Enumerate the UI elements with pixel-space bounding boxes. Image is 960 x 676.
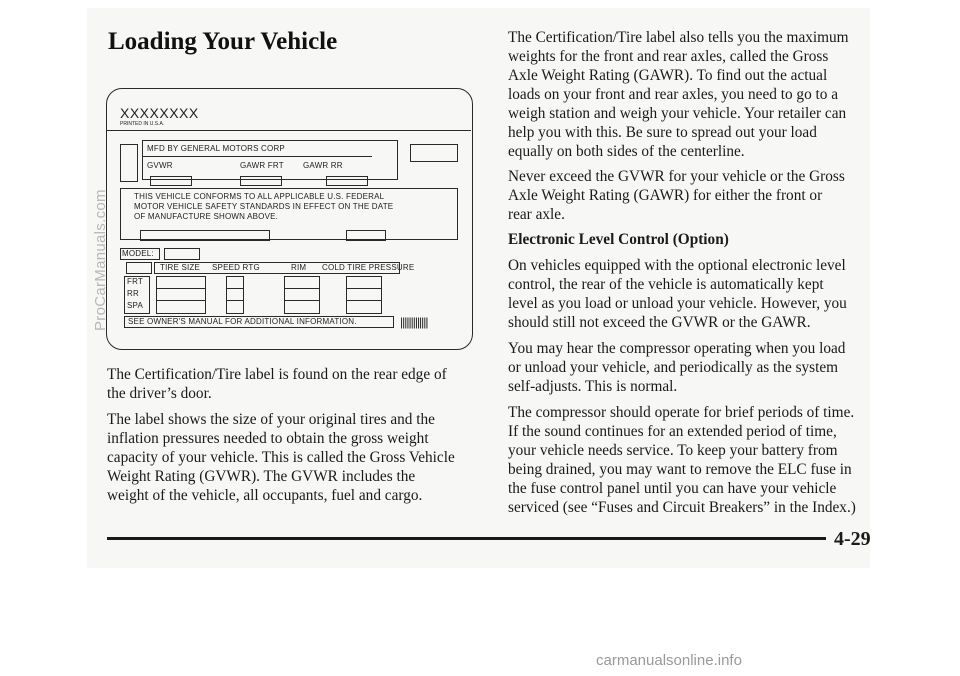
right-p5-line: serviced (see “Fuses and Circuit Breakers” in the Index.): [508, 499, 856, 516]
section-heading: Electronic Level Control (Option): [508, 231, 729, 248]
label-gawr-frt-field: [240, 176, 282, 186]
right-p5-line: If the sound continues for an extended period of time,: [508, 423, 837, 440]
label-divider: [106, 130, 471, 131]
label-frt: FRT: [127, 277, 144, 286]
label-mfd-text: MFD BY GENERAL MOTORS CORP: [147, 144, 285, 153]
right-p1-line: weigh station and weigh your vehicle. Your retailer can: [508, 105, 847, 122]
left-p2-line: weight of the vehicle, all occupants, fuel and cargo.: [107, 487, 423, 504]
label-tire-size-grid: [156, 276, 206, 314]
label-speed-rtg: SPEED RTG: [212, 263, 260, 272]
right-p1-line: Axle Weight Rating (GAWR). To find out the actual: [508, 67, 828, 84]
right-p3-line: control, the rear of the vehicle is automatically kept: [508, 276, 824, 293]
label-pressure-grid: [346, 276, 382, 314]
right-p5-line: The compressor should operate for brief periods of time.: [508, 404, 855, 421]
label-grid-rule: [226, 288, 244, 289]
right-p3-line: should still not exceed the GVWR or the GAWR.: [508, 314, 811, 331]
page-title: Loading Your Vehicle: [108, 28, 338, 55]
right-p3-line: level as you load or unload your vehicle. However, you: [508, 295, 847, 312]
label-model: MODEL:: [122, 249, 154, 258]
label-grid-rule: [284, 288, 320, 289]
watermark-text: ProCarManuals.com: [92, 189, 109, 331]
label-see-owner: SEE OWNER'S MANUAL FOR ADDITIONAL INFORMATION.: [128, 317, 357, 326]
left-p2-line: Weight Rating (GVWR). The GVWR includes the: [107, 468, 416, 485]
right-p5-line: being drained, you may want to remove the ELC fuse in: [508, 461, 852, 478]
left-p2-line: capacity of your vehicle. This is called the Gross Vehicle: [107, 449, 455, 466]
label-date-field: [140, 230, 270, 241]
left-p1-line: The Certification/Tire label is found on the rear edge of: [107, 366, 447, 383]
right-p1-line: weights for the front and rear axles, called the Gross: [508, 48, 829, 65]
right-p1-line: loads on your front and rear axles, you need to go to a: [508, 86, 839, 103]
right-p5-line: your vehicle needs service. To keep your battery from: [508, 442, 838, 459]
label-tire-size: TIRE SIZE: [160, 263, 201, 272]
label-vin-field: [346, 230, 386, 241]
right-p1-line: help you with this. Be sure to spread out your load: [508, 124, 817, 141]
label-printed-in: PRINTED IN U.S.A.: [120, 121, 165, 127]
footer-rule: [107, 537, 826, 540]
right-p3-line: On vehicles equipped with the optional electronic level: [508, 257, 846, 274]
label-rim-grid: [284, 276, 320, 314]
source-footer: carmanualsonline.info: [596, 652, 742, 669]
right-p2-line: Never exceed the GVWR for your vehicle or the Gross: [508, 168, 845, 185]
right-p2-line: rear axle.: [508, 206, 565, 223]
label-cold-tire-pressure: COLD TIRE PRESSURE: [322, 263, 415, 272]
right-p5-line: the fuse control panel until you can have your vehicle: [508, 480, 837, 497]
label-square-right: [410, 144, 458, 162]
right-p4-line: You may hear the compressor operating when you load: [508, 340, 846, 357]
label-model-field: [164, 248, 200, 260]
right-p1-line: equally on both sides of the centerline.: [508, 143, 745, 160]
label-grid-rule: [226, 300, 244, 301]
label-gvwr-field: [150, 176, 192, 186]
label-mfd-rule: [142, 156, 372, 157]
left-p1-line: the driver’s door.: [107, 385, 212, 402]
label-conform-line-2: MOTOR VEHICLE SAFETY STANDARDS IN EFFECT ON THE DATE: [134, 202, 394, 211]
label-gawr-rr-field: [326, 176, 368, 186]
right-p1-line: The Certification/Tire label also tells you the maximum: [508, 29, 849, 46]
label-code: XXXXXXXX: [120, 105, 199, 121]
right-p2-line: Axle Weight Rating (GAWR) for either the front or: [508, 187, 823, 204]
page-number: 4-29: [834, 528, 871, 550]
label-barcode: |||||||||||||: [400, 315, 428, 329]
label-rr: RR: [127, 289, 139, 298]
label-grid-rule: [284, 300, 320, 301]
label-rim: RIM: [291, 263, 307, 272]
label-tire-spacer: [126, 262, 152, 274]
left-p2-line: inflation pressures needed to obtain the gross weight: [107, 430, 429, 447]
label-grid-rule: [346, 300, 382, 301]
label-gawr-rr: GAWR RR: [303, 161, 343, 170]
label-gawr-frt: GAWR FRT: [240, 161, 284, 170]
label-spa: SPA: [127, 301, 144, 310]
certification-tire-label-illustration: [106, 88, 473, 350]
label-conform-line-3: OF MANUFACTURE SHOWN ABOVE.: [134, 212, 279, 221]
right-p4-line: or unload your vehicle, and periodically as the system: [508, 359, 839, 376]
label-gvwr: GVWR: [147, 161, 173, 170]
label-speed-grid: [226, 276, 244, 314]
right-p4-line: self-adjusts. This is normal.: [508, 378, 678, 395]
label-grid-rule: [346, 288, 382, 289]
label-conform-line-1: THIS VEHICLE CONFORMS TO ALL APPLICABLE U.S. FEDERAL: [134, 192, 385, 201]
label-grid-rule: [156, 288, 206, 289]
left-p2-line: The label shows the size of your original tires and the: [107, 411, 435, 428]
label-grid-rule: [156, 300, 206, 301]
